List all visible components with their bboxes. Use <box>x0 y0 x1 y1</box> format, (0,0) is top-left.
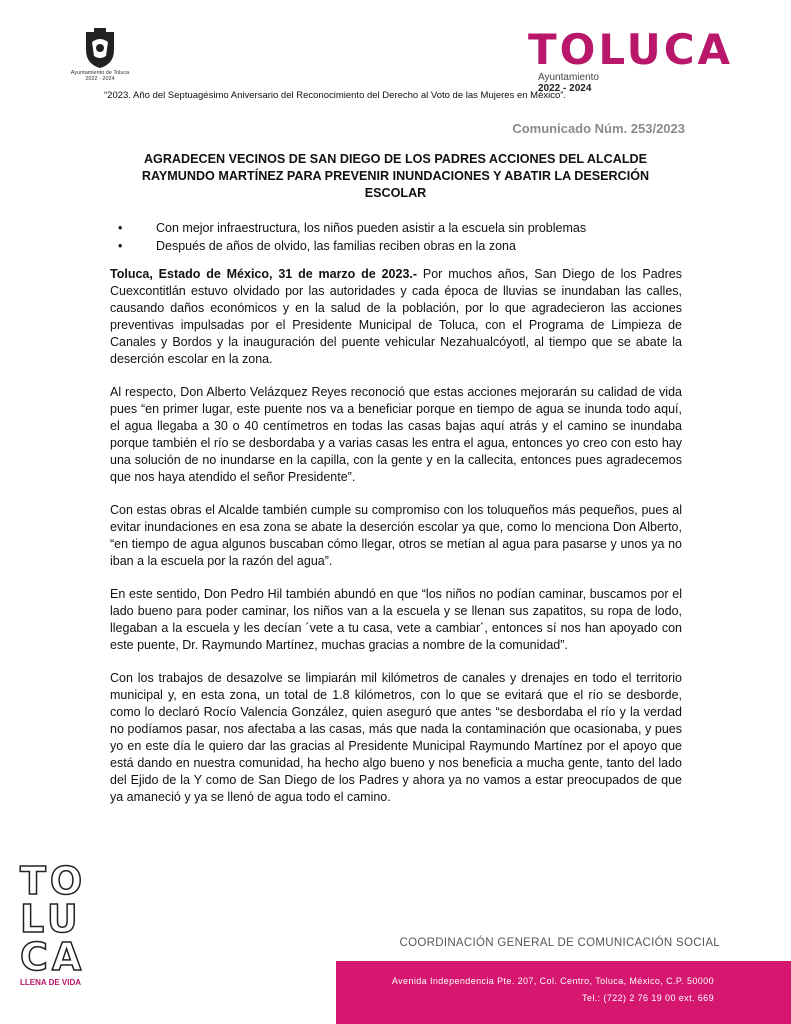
paragraph-2: Al respecto, Don Alberto Velázquez Reyes reconoció que estas acciones mejorarán su calidad de vida pues “en primer lugar, este puente nos va a beneficiar porque en tiempo de agua se inunda todo aquí, el agua llegaba a 30 o 40 centímetros en todas las casas bajas aquí atrás y el camino se inundaba porque también el río se desbordaba y a varias casas les entra el agua, entonces yo creo con esto hay una solución de no inundarse en la capilla, con la gente y en la callecita, entonces pues agradecemos que nos haya atendido el señor Presidente”. <box>110 385 682 484</box>
paragraph-4: En este sentido, Don Pedro Hil también abundó en que “los niños no podían caminar, buscamos por el lado bueno para poder caminar, los niños van a la escuela y se llenan sus zapatitos, su ropa de lodo, llegaban a la escuela y les decían ´vete a tu casa, vete a cambiar´, entonces sí nos han apoyado con este puente, Dr. Raymundo Martínez, muchas gracias a nombre de la comunidad”. <box>110 587 682 652</box>
paragraph-5: Con los trabajos de desazolve se limpiarán mil kilómetros de canales y drenajes en todo el territorio municipal y, en esta zona, un total de 1.8 kilómetros, con lo que se evitará que el río se desborde, como lo declaró Rocío Valencia González, quien aseguró que antes “se desbordaba el río y la verdad no podíamos pasar, nos afectaba a las casas, más que nada la contaminación que ocasionaba, y pues yo en este día le quiero dar las gracias al Presidente Municipal Raymundo Martínez por el apoyo que está dando en nuestra comunidad, ha hecho algo bueno y nos beneficia a mucha gente, tanto del lado del Ejido de la Y como de San Diego de los Padres y ahora ya no vamos a estar preocupados de que ya amaneció y ya se llenó de agua todo el camino. <box>110 671 682 804</box>
left-logo-years: 2022 - 2024 <box>85 76 115 82</box>
vertical-logo-tagline: LLENA DE VIDA <box>20 978 82 987</box>
bullet-item <box>118 219 718 237</box>
footer-phone: Tel.: (722) 2 76 19 00 ext. 669 <box>582 993 714 1003</box>
toluca-vertical-logo <box>20 859 100 987</box>
bullet-text: Con mejor infraestructura, los niños pueden asistir a la escuela sin problemas <box>156 221 587 235</box>
toluca-logo-ayuntamiento: Ayuntamiento <box>538 72 599 83</box>
left-logo-caption: Ayuntamiento de Toluca <box>70 70 130 76</box>
bullet-icon: • <box>118 239 123 253</box>
toluca-coat-of-arms-logo <box>70 28 130 82</box>
press-release-number: Comunicado Núm. 253/2023 <box>512 121 685 136</box>
bullet-item <box>118 237 718 255</box>
toluca-logo-years: 2022 - 2024 <box>538 83 592 94</box>
footer-address: Avenida Independencia Pte. 207, Col. Centro, Toluca, México, C.P. 50000 <box>391 976 714 986</box>
bullet-icon: • <box>118 221 123 235</box>
toluca-logo-word: TOLUCA <box>528 25 734 74</box>
paragraph-1 <box>110 266 682 368</box>
coordination-label: COORDINACIÓN GENERAL DE COMUNICACIÓN SOCIAL <box>399 937 720 949</box>
footer-bar <box>336 961 791 1024</box>
year-motto: “2023. Año del Septuagésimo Aniversario del Reconocimiento del Derecho al Voto de las Mujeres en México”. <box>104 90 567 101</box>
toluca-ayuntamiento-logo <box>528 25 734 94</box>
vertical-logo-row: LU <box>20 897 82 941</box>
vertical-logo-row: TO <box>20 859 87 903</box>
bullet-text: Después de años de olvido, las familias reciben obras en la zona <box>156 239 516 253</box>
dateline: Toluca, Estado de México, 31 de marzo de 2023.- <box>110 267 418 281</box>
vertical-logo-row: CA <box>20 935 86 979</box>
bullet-list <box>118 219 718 255</box>
toluca-coat-of-arms-icon <box>80 28 120 70</box>
article-body <box>110 266 682 822</box>
paragraph-3: Con estas obras el Alcalde también cumple su compromiso con los toluqueños más pequeños, pues al evitar inundaciones en esa zona se abate la deserción escolar ya que, como lo menciona Don Alberto, “en tiempo de agua algunos buscaban cómo llegar, otros se metían al agua para pasarse y unos ya no iban a la escuela por la razón del agua”. <box>110 503 682 568</box>
headline: AGRADECEN VECINOS DE SAN DIEGO DE LOS PADRES ACCIONES DEL ALCALDE RAYMUNDO MARTÍNEZ PARA PREVENIR INUNDACIONES Y ABATIR LA DESERCIÓN ESCOLAR <box>141 152 650 200</box>
paragraph-1-text: Por muchos años, San Diego de los Padres Cuexcontitlán estuvo olvidado por las autoridades y cada época de lluvias se inundaban las calles, causando daños económicos y en la salud de la población, por lo que agradecieron las acciones preventivas impulsadas por el Presidente Municipal de Toluca, con el Programa de Limpieza de Canales y Bordos y la inauguración del puente vehicular Nezahualcóyotl, al tiempo que se abate la deserción escolar en la zona. <box>110 267 682 366</box>
